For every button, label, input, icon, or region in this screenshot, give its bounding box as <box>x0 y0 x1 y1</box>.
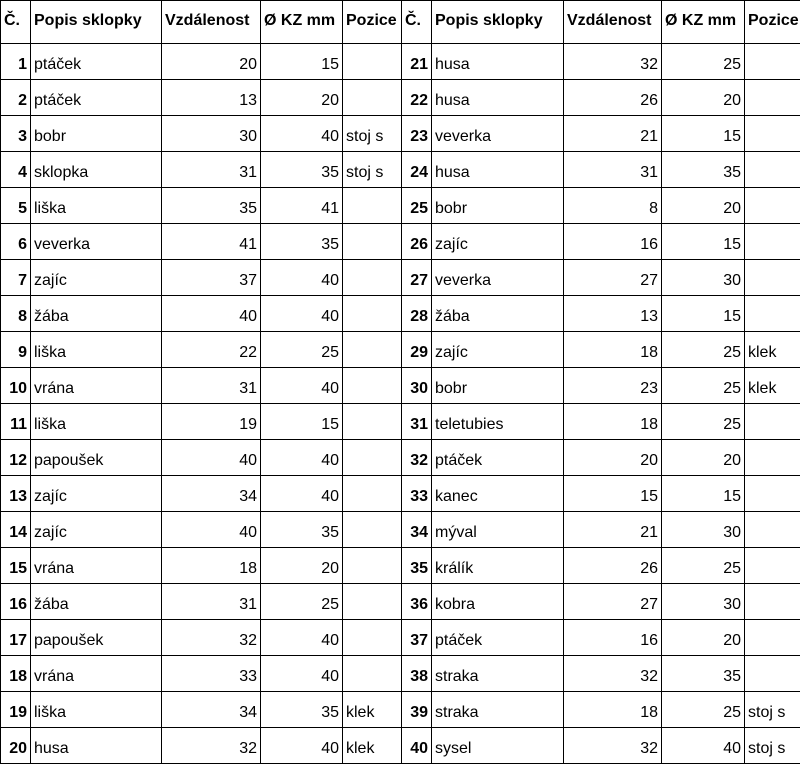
cell-kz-right: 35 <box>662 656 745 692</box>
cell-vzdalenost-left: 40 <box>162 512 261 548</box>
cell-pozice-left: stoj s <box>343 116 402 152</box>
cell-cislo-right: 25 <box>402 188 432 224</box>
cell-cislo-left: 18 <box>1 656 31 692</box>
cell-pozice-right <box>745 224 800 260</box>
table-body <box>1 44 800 764</box>
cell-vzdalenost-left: 13 <box>162 80 261 116</box>
cell-cislo-left: 6 <box>1 224 31 260</box>
cell-kz-right: 30 <box>662 584 745 620</box>
cell-kz-left: 40 <box>261 728 343 764</box>
cell-popis-left: ptáček <box>31 80 162 116</box>
cell-vzdalenost-right: 32 <box>564 728 662 764</box>
cell-popis-right: kanec <box>432 476 564 512</box>
cell-kz-left: 40 <box>261 260 343 296</box>
cell-kz-left: 35 <box>261 224 343 260</box>
cell-pozice-left <box>343 332 402 368</box>
cell-kz-right: 15 <box>662 224 745 260</box>
cell-popis-right: ptáček <box>432 440 564 476</box>
cell-cislo-right: 34 <box>402 512 432 548</box>
cell-cislo-right: 26 <box>402 224 432 260</box>
cell-cislo-left: 14 <box>1 512 31 548</box>
cell-vzdalenost-right: 27 <box>564 584 662 620</box>
cell-pozice-right <box>745 44 800 80</box>
cell-pozice-right <box>745 80 800 116</box>
cell-vzdalenost-left: 41 <box>162 224 261 260</box>
cell-pozice-right <box>745 260 800 296</box>
cell-vzdalenost-right: 18 <box>564 404 662 440</box>
cell-kz-right: 25 <box>662 548 745 584</box>
cell-cislo-right: 31 <box>402 404 432 440</box>
cell-pozice-left <box>343 656 402 692</box>
cell-kz-right: 20 <box>662 440 745 476</box>
cell-cislo-right: 30 <box>402 368 432 404</box>
cell-vzdalenost-right: 32 <box>564 656 662 692</box>
cell-kz-left: 15 <box>261 404 343 440</box>
cell-cislo-left: 16 <box>1 584 31 620</box>
cell-vzdalenost-left: 20 <box>162 44 261 80</box>
cell-popis-left: zajíc <box>31 476 162 512</box>
cell-vzdalenost-left: 32 <box>162 620 261 656</box>
cell-pozice-left <box>343 476 402 512</box>
cell-vzdalenost-right: 13 <box>564 296 662 332</box>
cell-vzdalenost-left: 37 <box>162 260 261 296</box>
table-row <box>1 224 800 260</box>
cell-pozice-left <box>343 548 402 584</box>
cell-popis-left: papoušek <box>31 440 162 476</box>
cell-pozice-left <box>343 80 402 116</box>
table-row <box>1 476 800 512</box>
cell-kz-right: 20 <box>662 80 745 116</box>
cell-kz-left: 15 <box>261 44 343 80</box>
header-vzdalenost-left: Vzdálenost <box>162 1 261 44</box>
cell-popis-left: liška <box>31 404 162 440</box>
cell-cislo-right: 38 <box>402 656 432 692</box>
cell-pozice-left <box>343 296 402 332</box>
cell-kz-right: 30 <box>662 260 745 296</box>
cell-vzdalenost-left: 19 <box>162 404 261 440</box>
cell-vzdalenost-right: 18 <box>564 692 662 728</box>
cell-kz-right: 35 <box>662 152 745 188</box>
cell-popis-right: bobr <box>432 368 564 404</box>
table-row <box>1 332 800 368</box>
cell-popis-right: žába <box>432 296 564 332</box>
cell-cislo-left: 2 <box>1 80 31 116</box>
cell-cislo-right: 39 <box>402 692 432 728</box>
cell-kz-left: 20 <box>261 548 343 584</box>
cell-vzdalenost-left: 18 <box>162 548 261 584</box>
cell-kz-right: 25 <box>662 692 745 728</box>
cell-popis-left: žába <box>31 296 162 332</box>
cell-kz-right: 15 <box>662 296 745 332</box>
cell-popis-left: husa <box>31 728 162 764</box>
table-row <box>1 692 800 728</box>
cell-vzdalenost-left: 31 <box>162 152 261 188</box>
cell-popis-right: veverka <box>432 260 564 296</box>
table-row <box>1 620 800 656</box>
cell-kz-left: 40 <box>261 368 343 404</box>
header-cislo-right: Č. <box>402 1 432 44</box>
cell-cislo-left: 20 <box>1 728 31 764</box>
cell-cislo-left: 13 <box>1 476 31 512</box>
header-cislo-left: Č. <box>1 1 31 44</box>
cell-vzdalenost-right: 21 <box>564 116 662 152</box>
cell-pozice-left: klek <box>343 692 402 728</box>
cell-pozice-left <box>343 44 402 80</box>
header-pozice-right: Pozice <box>745 1 800 44</box>
cell-cislo-left: 15 <box>1 548 31 584</box>
cell-cislo-right: 40 <box>402 728 432 764</box>
cell-popis-left: ptáček <box>31 44 162 80</box>
cell-popis-left: veverka <box>31 224 162 260</box>
cell-vzdalenost-right: 20 <box>564 440 662 476</box>
cell-popis-left: vrána <box>31 548 162 584</box>
cell-popis-right: husa <box>432 44 564 80</box>
cell-popis-left: liška <box>31 332 162 368</box>
cell-cislo-left: 12 <box>1 440 31 476</box>
cell-kz-right: 25 <box>662 332 745 368</box>
cell-kz-right: 25 <box>662 404 745 440</box>
cell-popis-right: mýval <box>432 512 564 548</box>
table-row <box>1 44 800 80</box>
cell-kz-left: 40 <box>261 296 343 332</box>
header-popis-right: Popis sklopky <box>432 1 564 44</box>
cell-popis-right: zajíc <box>432 332 564 368</box>
cell-pozice-right <box>745 296 800 332</box>
cell-popis-right: husa <box>432 152 564 188</box>
cell-vzdalenost-right: 23 <box>564 368 662 404</box>
cell-vzdalenost-right: 15 <box>564 476 662 512</box>
cell-pozice-right <box>745 656 800 692</box>
cell-popis-left: zajíc <box>31 260 162 296</box>
cell-cislo-left: 3 <box>1 116 31 152</box>
cell-vzdalenost-right: 16 <box>564 224 662 260</box>
table-row <box>1 404 800 440</box>
cell-popis-right: zajíc <box>432 224 564 260</box>
cell-pozice-left <box>343 368 402 404</box>
cell-pozice-right <box>745 188 800 224</box>
cell-kz-right: 25 <box>662 44 745 80</box>
cell-popis-right: straka <box>432 656 564 692</box>
cell-kz-right: 20 <box>662 188 745 224</box>
cell-kz-left: 40 <box>261 476 343 512</box>
cell-popis-right: sysel <box>432 728 564 764</box>
cell-pozice-right: klek <box>745 368 800 404</box>
cell-vzdalenost-left: 22 <box>162 332 261 368</box>
cell-vzdalenost-right: 21 <box>564 512 662 548</box>
cell-kz-left: 41 <box>261 188 343 224</box>
cell-cislo-right: 23 <box>402 116 432 152</box>
cell-popis-left: papoušek <box>31 620 162 656</box>
cell-pozice-right: stoj s <box>745 728 800 764</box>
cell-pozice-left: stoj s <box>343 152 402 188</box>
cell-kz-left: 25 <box>261 584 343 620</box>
table-row <box>1 548 800 584</box>
table-row <box>1 656 800 692</box>
cell-pozice-right: klek <box>745 332 800 368</box>
cell-kz-left: 35 <box>261 152 343 188</box>
cell-kz-left: 35 <box>261 512 343 548</box>
cell-cislo-right: 24 <box>402 152 432 188</box>
cell-cislo-left: 4 <box>1 152 31 188</box>
table-row <box>1 296 800 332</box>
cell-kz-right: 20 <box>662 620 745 656</box>
cell-pozice-left <box>343 440 402 476</box>
cell-popis-left: liška <box>31 188 162 224</box>
cell-vzdalenost-left: 40 <box>162 296 261 332</box>
cell-vzdalenost-right: 16 <box>564 620 662 656</box>
cell-kz-right: 15 <box>662 476 745 512</box>
cell-pozice-right <box>745 152 800 188</box>
cell-popis-left: vrána <box>31 656 162 692</box>
cell-kz-left: 35 <box>261 692 343 728</box>
cell-cislo-right: 29 <box>402 332 432 368</box>
table-row <box>1 728 800 764</box>
cell-pozice-right <box>745 476 800 512</box>
cell-popis-right: kobra <box>432 584 564 620</box>
cell-vzdalenost-right: 8 <box>564 188 662 224</box>
cell-kz-right: 15 <box>662 116 745 152</box>
cell-kz-right: 40 <box>662 728 745 764</box>
cell-pozice-left: klek <box>343 728 402 764</box>
cell-popis-left: zajíc <box>31 512 162 548</box>
cell-kz-right: 30 <box>662 512 745 548</box>
cell-cislo-left: 5 <box>1 188 31 224</box>
table-row <box>1 440 800 476</box>
cell-popis-left: sklopka <box>31 152 162 188</box>
cell-vzdalenost-left: 33 <box>162 656 261 692</box>
cell-popis-left: žába <box>31 584 162 620</box>
header-pozice-left: Pozice <box>343 1 402 44</box>
cell-pozice-left <box>343 512 402 548</box>
cell-popis-left: vrána <box>31 368 162 404</box>
cell-kz-left: 40 <box>261 440 343 476</box>
cell-popis-right: bobr <box>432 188 564 224</box>
cell-vzdalenost-left: 40 <box>162 440 261 476</box>
cell-kz-left: 20 <box>261 80 343 116</box>
cell-vzdalenost-right: 31 <box>564 152 662 188</box>
cell-popis-right: straka <box>432 692 564 728</box>
cell-pozice-right <box>745 584 800 620</box>
cell-cislo-left: 7 <box>1 260 31 296</box>
cell-kz-left: 40 <box>261 656 343 692</box>
cell-vzdalenost-left: 31 <box>162 368 261 404</box>
table-row <box>1 512 800 548</box>
cell-pozice-right <box>745 548 800 584</box>
cell-pozice-left <box>343 584 402 620</box>
cell-popis-left: bobr <box>31 116 162 152</box>
header-kz-left: Ø KZ mm <box>261 1 343 44</box>
cell-popis-right: veverka <box>432 116 564 152</box>
cell-pozice-left <box>343 188 402 224</box>
cell-kz-right: 25 <box>662 368 745 404</box>
cell-pozice-right <box>745 440 800 476</box>
cell-popis-right: husa <box>432 80 564 116</box>
cell-cislo-left: 11 <box>1 404 31 440</box>
cell-pozice-right <box>745 116 800 152</box>
cell-cislo-left: 17 <box>1 620 31 656</box>
cell-cislo-left: 1 <box>1 44 31 80</box>
cell-cislo-left: 19 <box>1 692 31 728</box>
cell-vzdalenost-right: 27 <box>564 260 662 296</box>
cell-cislo-right: 33 <box>402 476 432 512</box>
cell-cislo-right: 32 <box>402 440 432 476</box>
header-kz-right: Ø KZ mm <box>662 1 745 44</box>
header-vzdalenost-right: Vzdálenost <box>564 1 662 44</box>
cell-kz-left: 40 <box>261 620 343 656</box>
cell-vzdalenost-left: 31 <box>162 584 261 620</box>
cell-cislo-left: 8 <box>1 296 31 332</box>
cell-pozice-left <box>343 404 402 440</box>
cell-vzdalenost-right: 32 <box>564 44 662 80</box>
cell-vzdalenost-right: 26 <box>564 548 662 584</box>
cell-pozice-right <box>745 620 800 656</box>
cell-popis-left: liška <box>31 692 162 728</box>
table-row <box>1 260 800 296</box>
table-row <box>1 152 800 188</box>
cell-vzdalenost-right: 26 <box>564 80 662 116</box>
cell-vzdalenost-left: 34 <box>162 692 261 728</box>
cell-pozice-left <box>343 260 402 296</box>
cell-kz-left: 40 <box>261 116 343 152</box>
table-row <box>1 80 800 116</box>
cell-cislo-right: 22 <box>402 80 432 116</box>
cell-pozice-left <box>343 224 402 260</box>
cell-pozice-right <box>745 404 800 440</box>
cell-vzdalenost-left: 34 <box>162 476 261 512</box>
cell-vzdalenost-left: 32 <box>162 728 261 764</box>
header-row <box>1 1 800 44</box>
cell-pozice-right <box>745 512 800 548</box>
cell-cislo-right: 21 <box>402 44 432 80</box>
table-row <box>1 188 800 224</box>
header-popis-left: Popis sklopky <box>31 1 162 44</box>
cell-cislo-right: 35 <box>402 548 432 584</box>
cell-cislo-left: 9 <box>1 332 31 368</box>
cell-popis-right: králík <box>432 548 564 584</box>
cell-popis-right: ptáček <box>432 620 564 656</box>
cell-vzdalenost-left: 30 <box>162 116 261 152</box>
cell-cislo-right: 28 <box>402 296 432 332</box>
cell-pozice-left <box>343 620 402 656</box>
cell-vzdalenost-left: 35 <box>162 188 261 224</box>
table-row <box>1 116 800 152</box>
cell-cislo-left: 10 <box>1 368 31 404</box>
cell-pozice-right: stoj s <box>745 692 800 728</box>
cell-cislo-right: 27 <box>402 260 432 296</box>
cell-kz-left: 25 <box>261 332 343 368</box>
table-row <box>1 584 800 620</box>
cell-popis-right: teletubies <box>432 404 564 440</box>
cell-cislo-right: 36 <box>402 584 432 620</box>
cell-vzdalenost-right: 18 <box>564 332 662 368</box>
table-row <box>1 368 800 404</box>
cell-cislo-right: 37 <box>402 620 432 656</box>
